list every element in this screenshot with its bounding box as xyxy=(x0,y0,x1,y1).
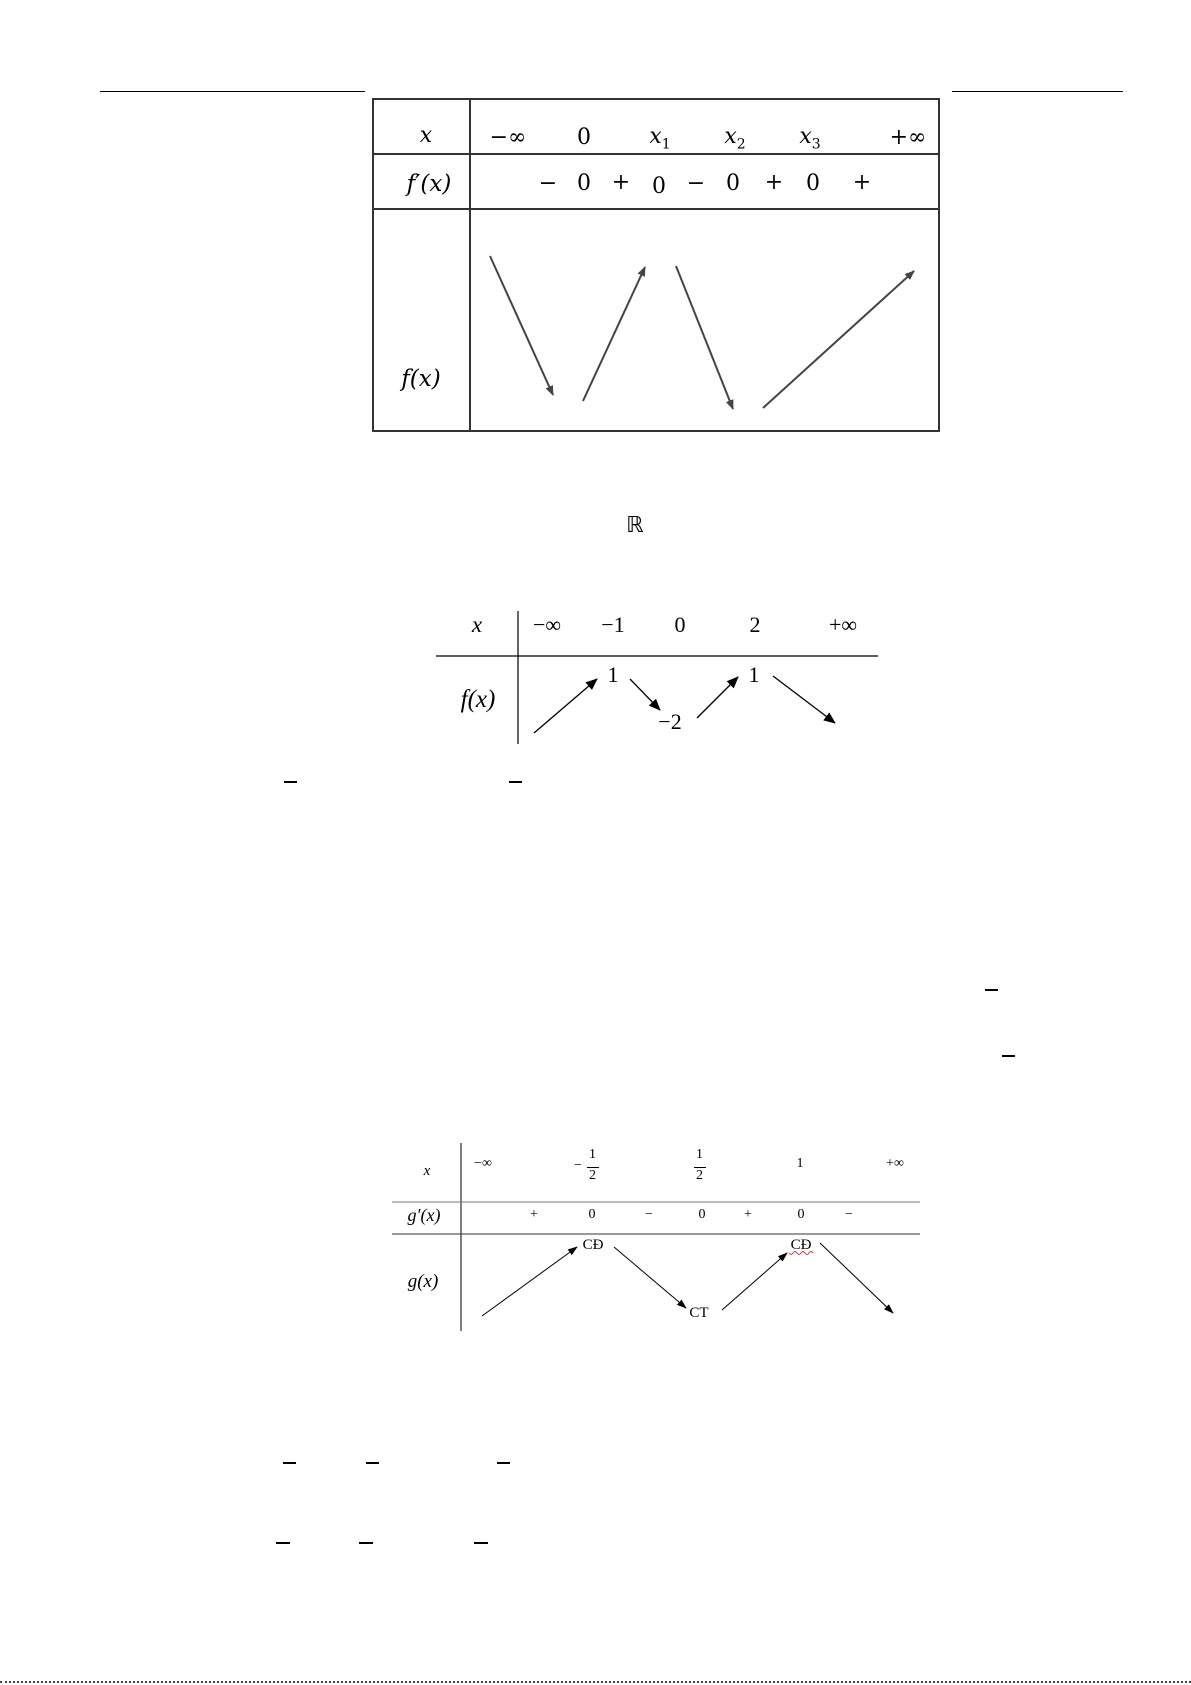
table3-x-half xyxy=(694,1147,710,1193)
table3-x-plus-infinity: +∞ xyxy=(886,1156,904,1171)
fraction-bar xyxy=(497,1462,510,1464)
table3-x-minus-infinity: −∞ xyxy=(474,1156,492,1171)
fraction-bar xyxy=(283,1462,296,1464)
table1-x-minus-infinity: −∞ xyxy=(489,125,527,150)
table1-x-label: x xyxy=(419,123,433,148)
table3-sign: + xyxy=(744,1207,752,1222)
arrow-decrease-1 xyxy=(614,1247,686,1308)
table1-sign: − xyxy=(538,171,558,196)
table3-g-label: g(x) xyxy=(407,1271,439,1292)
arrow-decrease-2 xyxy=(820,1243,893,1313)
table3-x-one: 1 xyxy=(796,1156,804,1171)
numerator: 1 xyxy=(589,1147,596,1162)
table3-x-minus-half xyxy=(574,1147,604,1193)
table1-sign: 0 xyxy=(806,171,820,196)
table3-sign: 0 xyxy=(698,1207,706,1222)
fraction-bar xyxy=(359,1542,373,1544)
table1-x3: $x_3$ xyxy=(799,124,821,153)
table1-sign: + xyxy=(852,170,872,195)
numerator: 1 xyxy=(696,1147,703,1162)
table2-f-max-2: 1 xyxy=(748,662,760,687)
table2-f-max-1: 1 xyxy=(607,662,619,687)
table1-sign: 0 xyxy=(726,171,740,196)
table3-sign: 0 xyxy=(588,1207,596,1222)
table3-gprime-label: g′(x) xyxy=(407,1205,441,1225)
table3-sign: + xyxy=(530,1207,538,1222)
table3-arrows xyxy=(482,1243,893,1316)
table1-x1: $x_1$ xyxy=(649,124,671,153)
fraction-bar xyxy=(474,1542,488,1544)
denominator: 2 xyxy=(589,1168,596,1183)
table2-x-minus-one: −1 xyxy=(601,612,625,637)
arrow-increase-1 xyxy=(482,1247,577,1316)
table3-g-min: CT xyxy=(689,1305,709,1321)
table1-x2: $x_2$ xyxy=(724,124,746,153)
table2-x-label: x xyxy=(471,612,483,637)
table3-sign: − xyxy=(645,1207,653,1222)
fraction-bar xyxy=(276,1542,290,1544)
table1-sign: + xyxy=(764,170,784,195)
table1-sign: 0 xyxy=(652,174,666,199)
table1-sign: − xyxy=(686,171,706,196)
footer-rule xyxy=(0,1681,1191,1683)
table3-sign: 0 xyxy=(797,1207,805,1222)
table1-f-label: f(x) xyxy=(401,366,441,392)
table2-x-zero: 0 xyxy=(674,612,686,637)
table3-x-label: x xyxy=(423,1163,431,1179)
table3-sign: − xyxy=(845,1207,853,1222)
table2-x-two: 2 xyxy=(749,612,761,637)
reals-symbol: ℝ xyxy=(626,513,644,538)
table2-f-label: f(x) xyxy=(460,686,496,713)
table3-g-max-1: CĐ xyxy=(582,1237,604,1253)
table2-x-minus-infinity: −∞ xyxy=(532,612,562,637)
table1-sign: + xyxy=(611,170,631,195)
fraction-bar xyxy=(366,1462,379,1464)
table1-x-zero: 0 xyxy=(577,125,591,150)
denominator: 2 xyxy=(696,1168,703,1183)
table1-sign: 0 xyxy=(577,171,591,196)
minus-sign: − xyxy=(574,1158,582,1173)
table1-fprime-label: f′(x) xyxy=(406,171,452,197)
table2-x-plus-infinity: +∞ xyxy=(828,612,858,637)
table2-f-min: −2 xyxy=(658,709,682,734)
table1-x-plus-infinity: +∞ xyxy=(889,125,927,150)
table3-g-max-2: CĐ xyxy=(790,1237,812,1253)
arrow-increase-2 xyxy=(722,1253,787,1310)
